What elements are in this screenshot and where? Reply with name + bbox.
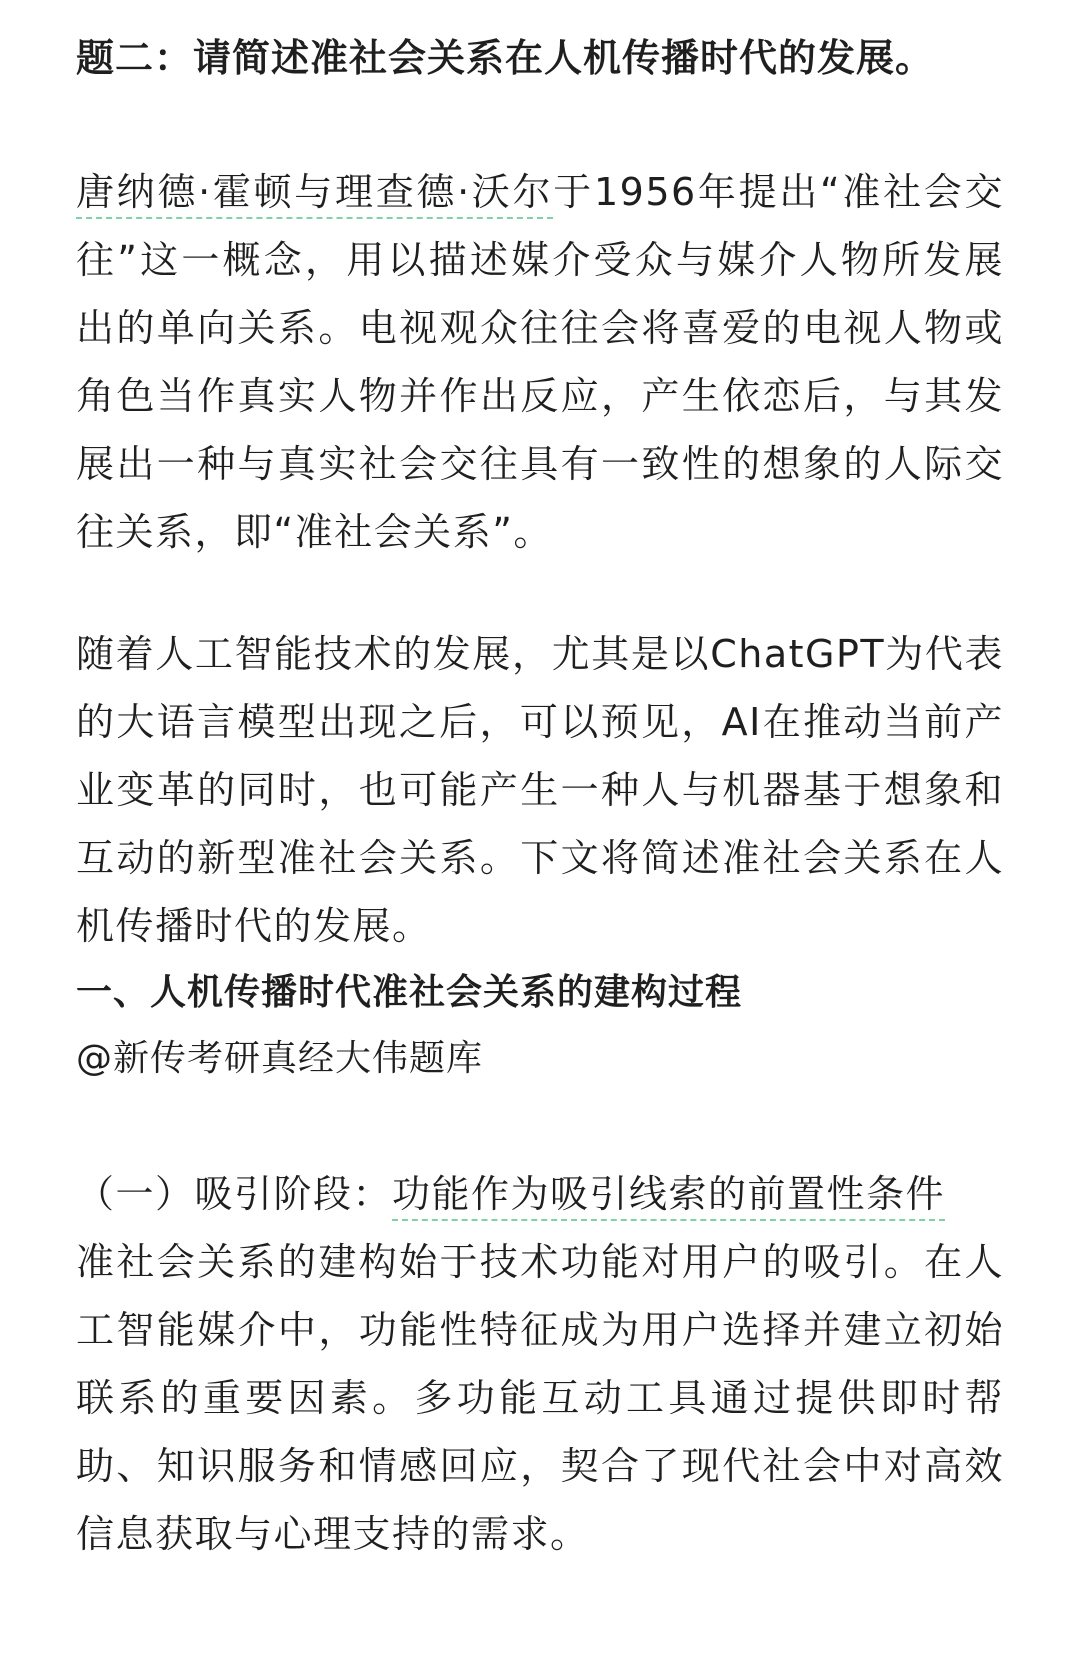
section-title: 一、人机传播时代准社会关系的建构过程	[76, 972, 743, 1013]
people-link[interactable]: 唐纳德·霍顿与理查德·沃尔	[76, 170, 554, 214]
subsection-heading	[76, 1160, 1004, 1228]
intro-paragraph-text: 于1956年提出“准社会交往”这一概念，用以描述媒介受众与媒介人物所发展出的单向关系。电视观众往往会将喜爱的电视人物或角色当作真实人物并作出反应，产生依恋后，与其发展出一种与真实社会交往具有一致性的想象的人际交往关系，即“准社会关系”。	[76, 170, 1004, 554]
intro-paragraph	[76, 158, 1004, 566]
subsection-label: （一）吸引阶段：	[76, 1172, 393, 1216]
subsection-link[interactable]: 功能作为吸引线索的前置性条件	[392, 1172, 946, 1216]
question-title: 题二：请简述准社会关系在人机传播时代的发展。	[76, 36, 935, 80]
source-credit: @新传考研真经大伟题库	[76, 1038, 484, 1079]
ai-paragraph: 随着人工智能技术的发展，尤其是以ChatGPT为代表的大语言模型出现之后，可以预见，AI在推动当前产业变革的同时，也可能产生一种人与机器基于想象和互动的新型准社会关系。下文将简述准社会关系在人机传播时代的发展。	[76, 632, 1004, 948]
subsection-body: 准社会关系的建构始于技术功能对用户的吸引。在人工智能媒介中，功能性特征成为用户选择并建立初始联系的重要因素。多功能互动工具通过提供即时帮助、知识服务和情感回应，契合了现代社会中对高效信息获取与心理支持的需求。	[76, 1240, 1004, 1556]
